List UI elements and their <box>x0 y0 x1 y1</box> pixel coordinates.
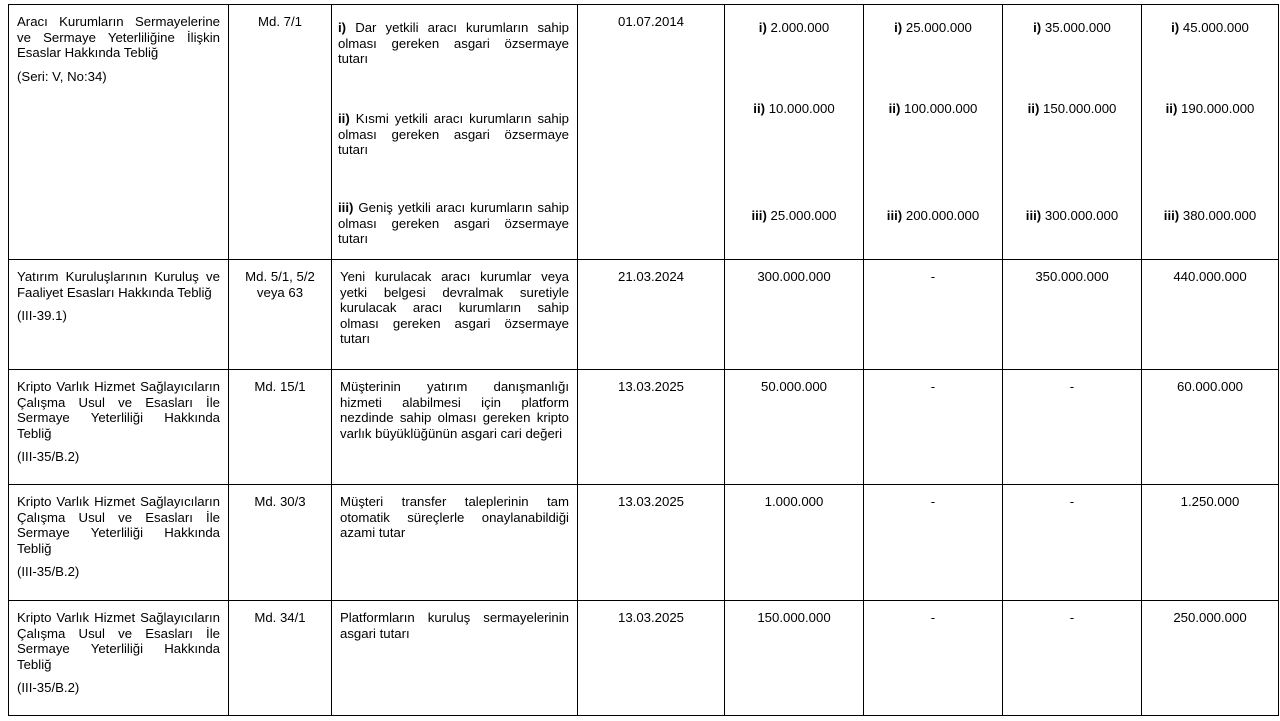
regulation-name-cell <box>9 5 229 260</box>
article-ref: Md. 34/1 <box>254 610 306 625</box>
regulation-name: Aracı Kurumların Sermayelerine ve Sermaye Yeterliliğine İlişkin Esaslar Hakkında Tebliğ <box>17 14 220 60</box>
item-marker: iii) <box>338 200 354 215</box>
regulation-code: (III-35/B.2) <box>17 680 80 695</box>
value: ii) 10.000.000 <box>753 101 835 116</box>
value: - <box>930 379 936 394</box>
description-item <box>338 111 569 158</box>
value: ii) 190.000.000 <box>1165 101 1255 116</box>
table-row <box>9 370 1279 485</box>
value: iii) 380.000.000 <box>1163 208 1257 223</box>
value: i) 45.000.000 <box>1171 20 1249 35</box>
value: ii) 150.000.000 <box>1027 101 1117 116</box>
item-text: Dar yetkili aracı kurumların sahip olması gereken asgari özsermaye tutarı <box>338 20 569 66</box>
item-marker: i) <box>338 20 347 35</box>
article-ref: Md. 15/1 <box>254 379 306 394</box>
value: iii) 25.000.000 <box>751 208 837 223</box>
value: 60.000.000 <box>1176 379 1243 394</box>
value: 250.000.000 <box>1173 610 1247 625</box>
value: iii) 300.000.000 <box>1025 208 1119 223</box>
value: 1.000.000 <box>764 494 824 509</box>
value: ii) 100.000.000 <box>888 101 978 116</box>
value-cell <box>1003 5 1142 260</box>
value: - <box>930 269 936 284</box>
regulation-name: Kripto Varlık Hizmet Sağlayıcıların Çalışma Usul ve Esasları İle Sermaye Yeterliliği Hakkında Tebliğ <box>17 494 220 556</box>
effective-date: 13.03.2025 <box>617 610 684 625</box>
regulation-code: (Seri: V, No:34) <box>17 68 107 84</box>
regulation-name: Kripto Varlık Hizmet Sağlayıcıların Çalışma Usul ve Esasları İle Sermaye Yeterliliği Hakkında Tebliğ <box>17 610 220 672</box>
table-row <box>9 485 1279 601</box>
description-item <box>338 200 569 247</box>
value: 50.000.000 <box>760 379 827 394</box>
article-ref: Md. 5/1, 5/2 veya 63 <box>245 269 315 300</box>
value: i) 25.000.000 <box>894 20 972 35</box>
article-cell <box>229 5 332 260</box>
value: - <box>930 494 936 509</box>
value-cell <box>725 5 864 260</box>
article-ref: Md. 7/1 <box>258 14 302 29</box>
value: - <box>1069 494 1075 509</box>
regulation-name: Kripto Varlık Hizmet Sağlayıcıların Çalışma Usul ve Esasları İle Sermaye Yeterliliği Hakkında Tebliğ <box>17 379 220 441</box>
value: i) 2.000.000 <box>758 20 830 35</box>
regulation-code: (III-35/B.2) <box>17 564 80 579</box>
date-cell <box>578 5 725 260</box>
value: i) 35.000.000 <box>1033 20 1111 35</box>
description: Müşterinin yatırım danışmanlığı hizmeti alabilmesi için platform nezdinde sahip olması gereken kripto varlık büyüklüğünün asgari cari değeri <box>340 379 569 441</box>
value: 1.250.000 <box>1180 494 1240 509</box>
value: 440.000.000 <box>1173 269 1247 284</box>
table-row <box>9 260 1279 370</box>
description: Platformların kuruluş sermayelerinin asgari tutarı <box>340 610 569 641</box>
value: 300.000.000 <box>757 269 831 284</box>
value-cell <box>864 5 1003 260</box>
article-ref: Md. 30/3 <box>254 494 306 509</box>
regulation-name: Yatırım Kuruluşlarının Kuruluş ve Faaliyet Esasları Hakkında Tebliğ <box>17 269 220 300</box>
regulation-code: (III-35/B.2) <box>17 449 80 464</box>
table-row <box>9 5 1279 260</box>
item-marker: ii) <box>338 111 350 126</box>
effective-date: 01.07.2014 <box>617 14 684 29</box>
effective-date: 13.03.2025 <box>617 494 684 509</box>
effective-date: 21.03.2024 <box>617 269 684 284</box>
value: iii) 200.000.000 <box>886 208 980 223</box>
description: Yeni kurulacak aracı kurumlar veya yetki belgesi devralmak suretiyle kurulacak aracı kurumların sahip olması gereken asgari özsermaye tutarı <box>340 269 569 346</box>
value: 150.000.000 <box>757 610 831 625</box>
table-row <box>9 601 1279 716</box>
regulation-table <box>8 4 1279 716</box>
value: - <box>930 610 936 625</box>
regulation-code: (III-39.1) <box>17 308 67 323</box>
item-text: Kısmi yetkili aracı kurumların sahip olması gereken asgari özsermaye tutarı <box>338 111 569 157</box>
value: 350.000.000 <box>1035 269 1109 284</box>
value-cell <box>1142 5 1279 260</box>
item-text: Geniş yetkili aracı kurumların sahip olması gereken asgari özsermaye tutarı <box>338 200 569 246</box>
description-item <box>338 20 569 67</box>
description-cell <box>332 5 578 260</box>
value: - <box>1069 610 1075 625</box>
description: Müşteri transfer taleplerinin tam otomatik süreçlerle onaylanabildiği azami tutar <box>340 494 569 540</box>
effective-date: 13.03.2025 <box>617 379 684 394</box>
value: - <box>1069 379 1075 394</box>
